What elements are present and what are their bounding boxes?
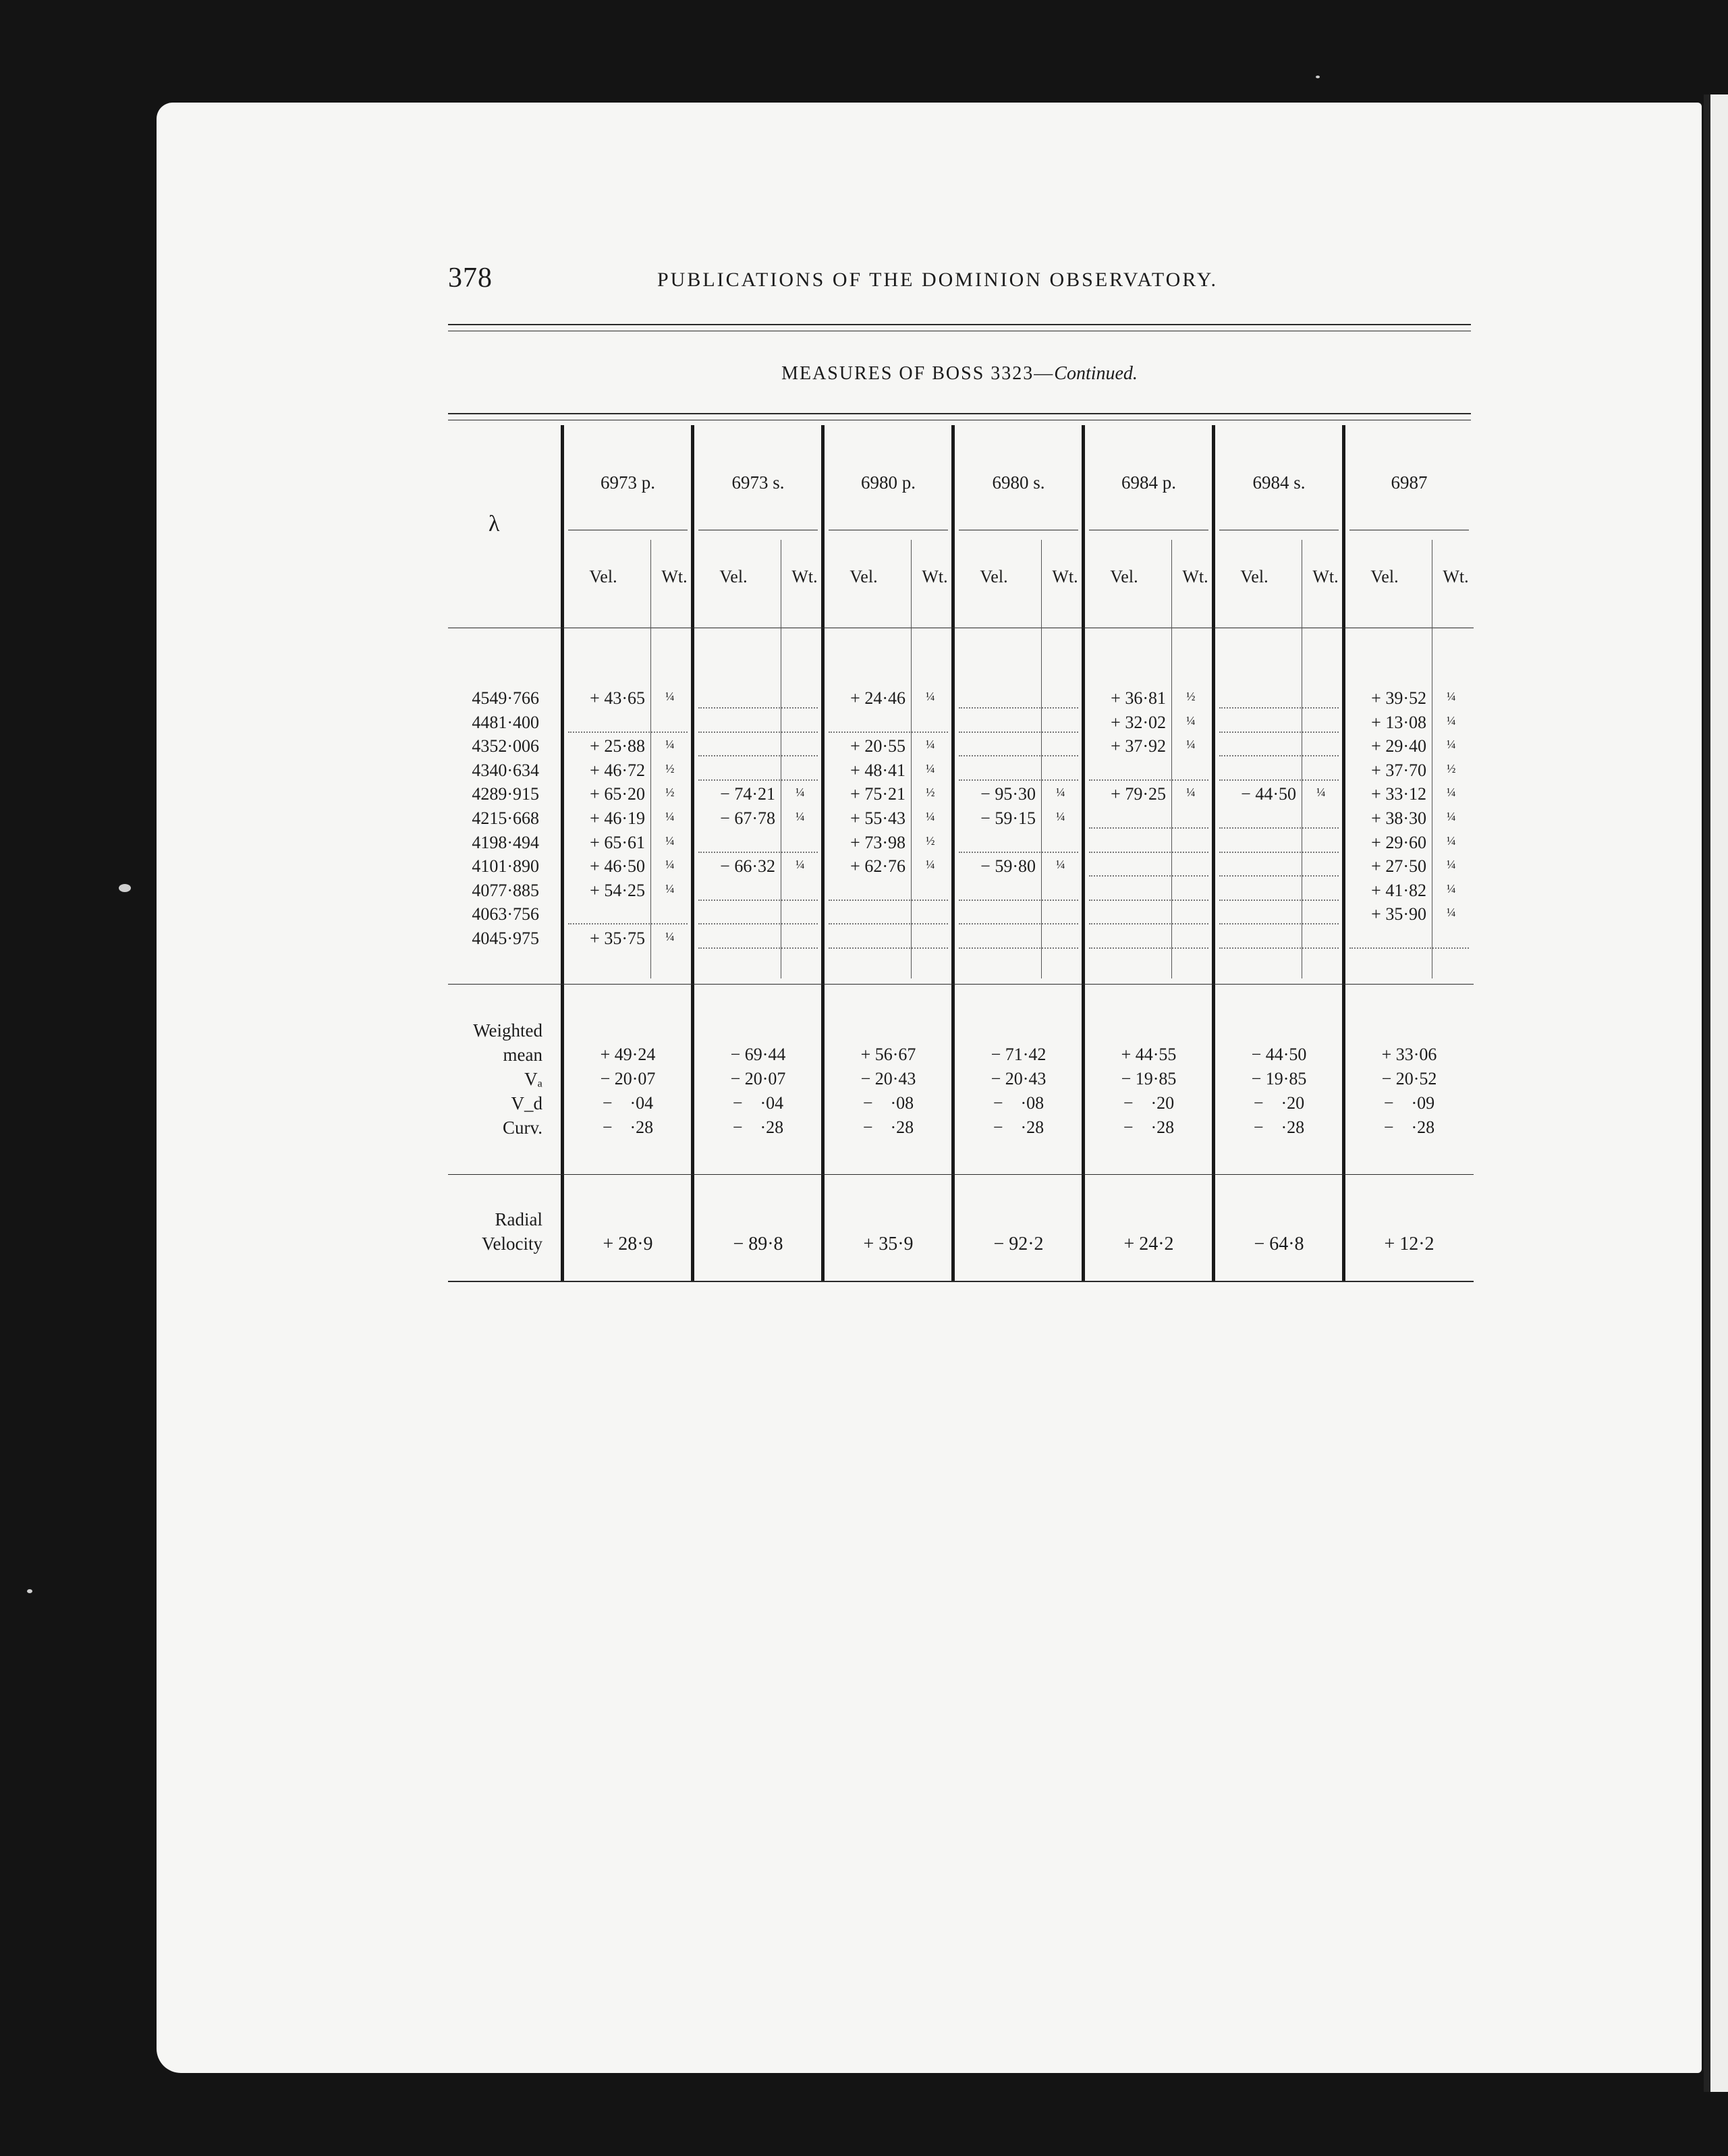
page-number: 378 <box>448 262 493 294</box>
weight-value: ½ <box>926 785 935 800</box>
leader-dots <box>698 852 818 853</box>
scan-speck <box>1316 76 1320 78</box>
weight-value: ¼ <box>1447 858 1456 872</box>
vd-value: − ·20 <box>1253 1093 1305 1113</box>
weighted-mean-label: mean <box>503 1045 542 1065</box>
velocity-value: + 20·55 <box>850 736 905 756</box>
velocity-value: + 39·52 <box>1371 688 1426 708</box>
leader-dots <box>1089 947 1208 949</box>
vel-subheader: Vel. <box>719 567 748 586</box>
column-separator <box>1342 425 1345 1281</box>
weighted-mean-value: + 44·55 <box>1121 1045 1177 1064</box>
weight-value: ¼ <box>1447 713 1456 727</box>
velocity-value: − 59·15 <box>980 808 1036 828</box>
weight-value: ¼ <box>665 690 675 703</box>
va-value: − 19·85 <box>1251 1069 1307 1088</box>
wt-subheader: Wt. <box>922 567 948 586</box>
velocity-value: + 73·98 <box>850 832 905 852</box>
weighted-label: Weighted <box>473 1020 542 1041</box>
column-separator <box>561 425 564 1281</box>
weight-value: ¼ <box>665 833 675 848</box>
column-header: 6984 s. <box>1252 472 1306 493</box>
column-separator <box>1082 425 1085 1281</box>
weight-value: ½ <box>665 761 675 775</box>
leader-dots <box>1219 875 1339 877</box>
weight-value: ¼ <box>1447 690 1456 703</box>
leader-dots <box>959 923 1078 924</box>
weight-value: ¼ <box>1447 738 1456 752</box>
leader-dots <box>698 947 818 949</box>
curv-value: − ·28 <box>732 1117 784 1137</box>
adjacent-page-edge <box>1704 94 1728 2092</box>
table-rule <box>448 1281 1474 1282</box>
leader-dots <box>829 900 948 901</box>
vel-wt-divider <box>911 540 912 978</box>
curv-label: Curv. <box>503 1117 542 1138</box>
leader-dots <box>698 755 818 756</box>
velocity-value: + 46·19 <box>590 808 645 828</box>
weight-value: ¼ <box>665 858 675 872</box>
velocity-value: + 75·21 <box>850 784 905 804</box>
radial-label: Radial <box>495 1209 542 1229</box>
leader-dots <box>1219 779 1339 781</box>
velocity-value: + 46·50 <box>590 856 645 877</box>
va-value: − 20·07 <box>730 1069 786 1088</box>
leader-dots <box>1089 827 1208 829</box>
column-separator <box>1212 425 1215 1281</box>
leader-dots <box>829 947 948 949</box>
table-rule <box>448 1174 1474 1175</box>
leader-dots <box>959 852 1078 853</box>
leader-dots <box>1219 923 1339 924</box>
velocity-label: Velocity <box>482 1234 542 1254</box>
column-header: 6980 s. <box>992 472 1045 493</box>
column-separator <box>691 425 694 1281</box>
weight-value: ¼ <box>665 881 675 895</box>
weight-value: ¼ <box>796 858 805 872</box>
weighted-mean-value: + 49·24 <box>600 1045 656 1064</box>
vel-subheader: Vel. <box>1240 567 1269 586</box>
weight-value: ¼ <box>1447 906 1456 920</box>
leader-dots <box>698 923 818 924</box>
leader-dots <box>698 731 818 733</box>
wavelength-label: 4198·494 <box>472 832 539 852</box>
wt-subheader: Wt. <box>791 567 818 586</box>
wavelength-label: 4101·890 <box>472 856 539 877</box>
wavelength-label: 4289·915 <box>472 784 539 804</box>
wt-subheader: Wt. <box>1182 567 1208 586</box>
weight-value: ¼ <box>926 690 935 703</box>
leader-dots <box>568 923 688 924</box>
weight-value: ¼ <box>665 738 675 752</box>
velocity-value: + 13·08 <box>1371 712 1426 732</box>
leader-dots <box>698 900 818 901</box>
weight-value: ¼ <box>926 858 935 872</box>
velocity-value: + 62·76 <box>850 856 905 877</box>
weight-value: ½ <box>1447 761 1456 775</box>
weight-value: ¼ <box>1056 785 1065 800</box>
leader-dots <box>698 779 818 781</box>
leader-dots <box>1089 779 1208 781</box>
velocity-value: + 79·25 <box>1111 784 1166 804</box>
vd-value: − ·09 <box>1383 1093 1435 1113</box>
radial-velocity-value: − 92·2 <box>993 1234 1044 1254</box>
weight-value: ½ <box>1186 690 1196 703</box>
leader-dots <box>698 707 818 709</box>
header-rule <box>448 324 1471 325</box>
va-value: − 20·43 <box>991 1069 1047 1088</box>
wavelength-label: 4063·756 <box>472 904 539 924</box>
weight-value: ½ <box>926 833 935 848</box>
curv-value: − ·28 <box>1253 1117 1305 1137</box>
velocity-value: + 32·02 <box>1111 712 1166 732</box>
vd-value: − ·08 <box>993 1093 1044 1113</box>
weight-value: ¼ <box>665 810 675 823</box>
weight-value: ¼ <box>1447 833 1456 848</box>
column-header: 6987 <box>1391 472 1428 493</box>
vel-subheader: Vel. <box>1370 567 1399 586</box>
vd-value: − ·04 <box>602 1093 654 1113</box>
wt-subheader: Wt. <box>1312 567 1339 586</box>
velocity-value: + 29·40 <box>1371 736 1426 756</box>
velocity-value: + 54·25 <box>590 880 645 900</box>
velocity-value: − 67·78 <box>720 808 775 828</box>
wt-subheader: Wt. <box>1443 567 1469 586</box>
leader-dots <box>959 707 1078 709</box>
vd-value: − ·20 <box>1123 1093 1175 1113</box>
weight-value: ¼ <box>1316 785 1326 800</box>
column-separator <box>951 425 955 1281</box>
weighted-mean-value: + 33·06 <box>1381 1045 1437 1064</box>
weighted-mean-value: − 69·44 <box>730 1045 786 1064</box>
weight-value: ¼ <box>1447 881 1456 895</box>
wt-subheader: Wt. <box>661 567 688 586</box>
wavelength-label: 4077·885 <box>472 880 539 900</box>
weight-value: ¼ <box>1186 785 1196 800</box>
vel-wt-divider <box>1171 540 1172 978</box>
velocity-value: + 65·61 <box>590 832 645 852</box>
leader-dots <box>1349 947 1469 949</box>
wt-subheader: Wt. <box>1052 567 1078 586</box>
vel-wt-divider <box>650 540 651 978</box>
scan-speck <box>119 884 131 892</box>
weight-value: ½ <box>665 785 675 800</box>
velocity-value: − 95·30 <box>980 784 1036 804</box>
leader-dots <box>1219 827 1339 829</box>
velocity-value: + 48·41 <box>850 760 905 780</box>
velocity-value: + 27·50 <box>1371 856 1426 877</box>
wavelength-label: 4045·975 <box>472 929 539 948</box>
column-header: 6973 p. <box>601 472 655 493</box>
vel-subheader: Vel. <box>589 567 617 586</box>
weight-value: ¼ <box>1056 810 1065 823</box>
curv-value: − ·28 <box>1123 1117 1175 1137</box>
table-title-continued: Continued. <box>1054 363 1138 384</box>
weight-value: ¼ <box>1056 858 1065 872</box>
running-title: PUBLICATIONS OF THE DOMINION OBSERVATORY. <box>657 269 1218 291</box>
va-label: Vₐ <box>524 1069 542 1089</box>
leader-dots <box>1089 852 1208 853</box>
velocity-value: + 33·12 <box>1371 784 1426 804</box>
weighted-mean-value: − 44·50 <box>1251 1045 1307 1064</box>
velocity-value: + 65·20 <box>590 784 645 804</box>
column-header: 6973 s. <box>731 472 785 493</box>
wavelength-label: 4340·634 <box>472 760 539 780</box>
leader-dots <box>829 731 948 733</box>
weight-value: ¼ <box>1186 738 1196 752</box>
va-value: − 20·52 <box>1381 1069 1437 1088</box>
velocity-value: − 66·32 <box>720 856 775 877</box>
radial-velocity-value: + 12·2 <box>1384 1234 1434 1254</box>
velocity-value: + 24·46 <box>850 688 905 708</box>
velocity-value: − 44·50 <box>1241 784 1296 804</box>
velocity-value: + 41·82 <box>1371 880 1426 900</box>
va-value: − 20·07 <box>600 1069 656 1088</box>
velocity-value: + 29·60 <box>1371 832 1426 852</box>
curv-value: − ·28 <box>602 1117 654 1137</box>
weight-value: ¼ <box>1447 785 1456 800</box>
measures-table <box>448 405 1474 1296</box>
wavelength-label: 4549·766 <box>472 688 539 708</box>
leader-dots <box>959 779 1078 781</box>
vel-subheader: Vel. <box>849 567 878 586</box>
lambda-header: λ <box>489 512 500 536</box>
weight-value: ¼ <box>796 810 805 823</box>
wavelength-label: 4215·668 <box>472 808 539 828</box>
leader-dots <box>1219 947 1339 949</box>
leader-dots <box>568 731 688 733</box>
velocity-value: + 37·70 <box>1371 760 1426 780</box>
velocity-value: + 36·81 <box>1111 688 1166 708</box>
leader-dots <box>1089 923 1208 924</box>
column-separator <box>821 425 825 1281</box>
velocity-value: + 25·88 <box>590 736 645 756</box>
velocity-value: + 35·90 <box>1371 904 1426 924</box>
leader-dots <box>1089 875 1208 877</box>
leader-dots <box>1219 707 1339 709</box>
table-rule <box>448 984 1474 985</box>
leader-dots <box>1219 852 1339 853</box>
velocity-value: + 37·92 <box>1111 736 1166 756</box>
velocity-value: − 59·80 <box>980 856 1036 877</box>
leader-dots <box>959 755 1078 756</box>
vd-label: V_d <box>511 1093 542 1113</box>
column-header: 6980 p. <box>861 472 916 493</box>
vel-subheader: Vel. <box>1110 567 1138 586</box>
leader-dots <box>1219 731 1339 733</box>
va-value: − 20·43 <box>860 1069 916 1088</box>
column-header: 6984 p. <box>1121 472 1176 493</box>
curv-value: − ·28 <box>993 1117 1044 1137</box>
weighted-mean-value: + 56·67 <box>860 1045 916 1064</box>
weight-value: ¼ <box>1186 713 1196 727</box>
leader-dots <box>1219 900 1339 901</box>
radial-velocity-value: − 89·8 <box>733 1234 783 1254</box>
velocity-value: + 43·65 <box>590 688 645 708</box>
leader-dots <box>1219 755 1339 756</box>
weight-value: ¼ <box>926 810 935 823</box>
wavelength-label: 4352·006 <box>472 736 539 756</box>
scan-speck <box>27 1589 32 1593</box>
weight-value: ¼ <box>926 738 935 752</box>
table-title <box>448 363 1471 385</box>
velocity-value: + 35·75 <box>590 929 645 948</box>
leader-dots <box>959 731 1078 733</box>
va-value: − 19·85 <box>1121 1069 1177 1088</box>
weight-value: ¼ <box>796 785 805 800</box>
leader-dots <box>829 923 948 924</box>
vel-subheader: Vel. <box>980 567 1008 586</box>
page-header <box>448 262 1471 302</box>
radial-velocity-value: − 64·8 <box>1254 1234 1304 1254</box>
weight-value: ¼ <box>926 761 935 775</box>
weighted-mean-value: − 71·42 <box>991 1045 1047 1064</box>
leader-dots <box>1089 900 1208 901</box>
wavelength-label: 4481·400 <box>472 712 539 732</box>
curv-value: − ·28 <box>1383 1117 1435 1137</box>
leader-dots <box>959 900 1078 901</box>
vel-wt-divider <box>1041 540 1042 978</box>
weight-value: ¼ <box>665 930 675 943</box>
radial-velocity-value: + 24·2 <box>1123 1234 1174 1254</box>
vd-value: − ·04 <box>732 1093 784 1113</box>
weight-value: ¼ <box>1447 810 1456 823</box>
velocity-value: + 46·72 <box>590 760 645 780</box>
radial-velocity-value: + 28·9 <box>603 1234 653 1254</box>
velocity-value: + 55·43 <box>850 808 905 828</box>
curv-value: − ·28 <box>862 1117 914 1137</box>
table-title-main: MEASURES OF BOSS 3323— <box>781 363 1055 384</box>
radial-velocity-value: + 35·9 <box>863 1234 914 1254</box>
velocity-value: + 38·30 <box>1371 808 1426 828</box>
leader-dots <box>959 947 1078 949</box>
vd-value: − ·08 <box>862 1093 914 1113</box>
velocity-value: − 74·21 <box>720 784 775 804</box>
